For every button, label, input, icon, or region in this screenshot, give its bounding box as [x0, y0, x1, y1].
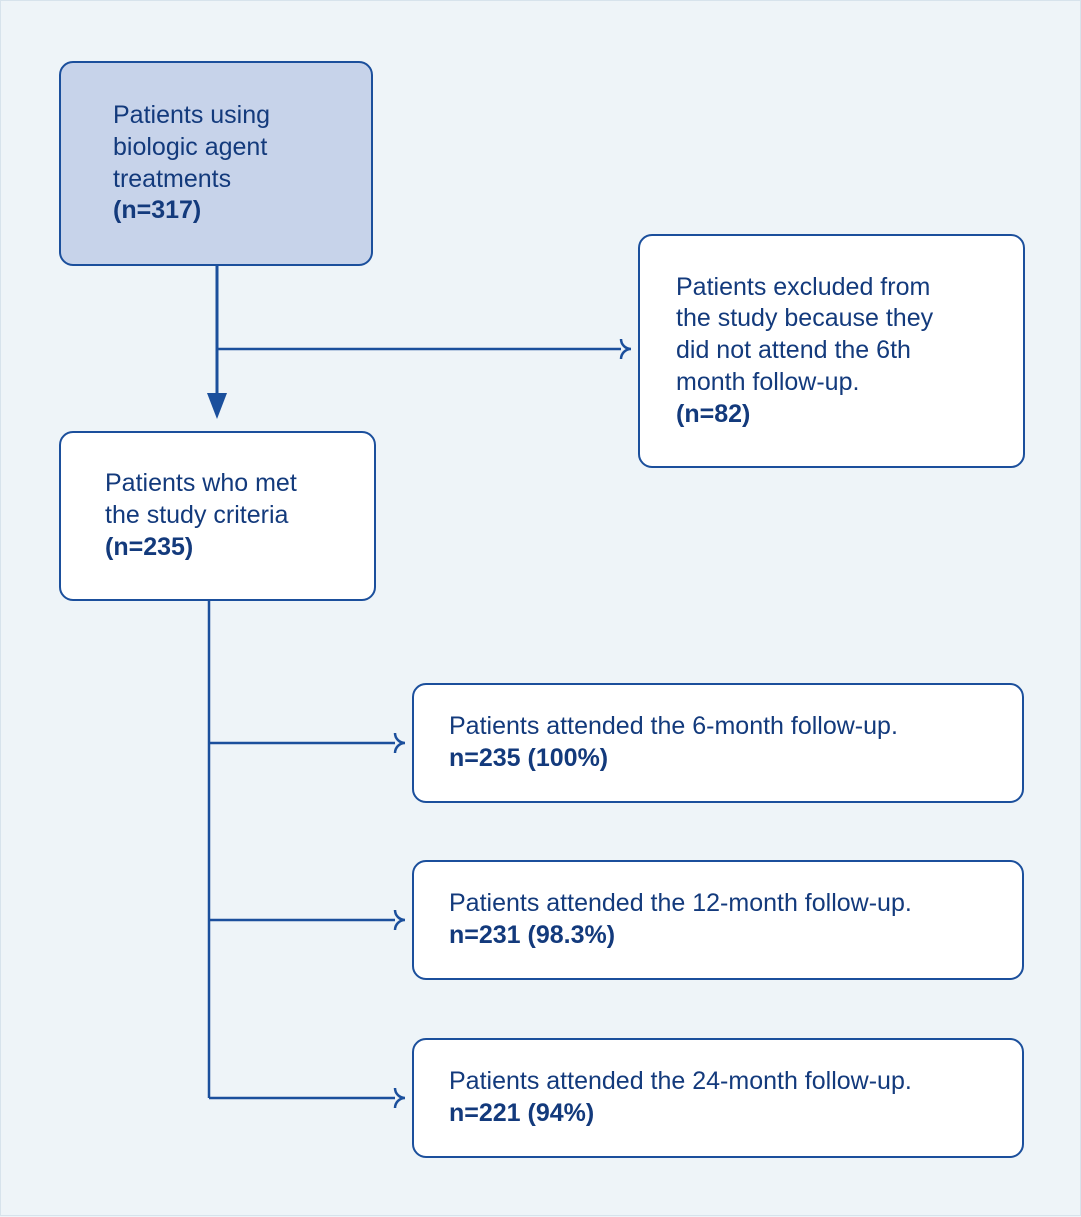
node-followup-24-month [412, 1038, 1024, 1158]
node-patients-excluded [638, 234, 1025, 468]
node-excluded-line4: month follow-up. [676, 367, 860, 396]
node-source-count: (n=317) [113, 196, 202, 225]
node-source-line2: biologic agent [113, 132, 268, 161]
node-criteria-line1: Patients who met [105, 469, 297, 498]
node-excluded-count: (n=82) [676, 399, 751, 428]
node-followup-12-month [412, 860, 1024, 980]
node-fu6-line1: Patients attended the 6-month follow-up. [449, 712, 898, 741]
node-patients-met-criteria [59, 431, 376, 601]
node-excluded-line1: Patients excluded from [676, 272, 931, 301]
node-fu24-count: n=221 (94%) [449, 1099, 595, 1127]
node-source-line1: Patients using [113, 101, 271, 129]
node-source-line3: treatments [113, 164, 232, 193]
node-fu12-line1: Patients attended the 12-month follow-up. [449, 889, 912, 918]
node-criteria-count: (n=235) [105, 532, 194, 561]
node-fu12-count: n=231 (98.3%) [449, 921, 616, 949]
node-excluded-line2: the study because they [676, 304, 934, 333]
node-criteria-line2: the study criteria [105, 501, 289, 530]
node-followup-6-month [412, 683, 1024, 803]
node-fu6-count: n=235 (100%) [449, 744, 609, 772]
node-patients-using-biologic-agents [59, 61, 373, 266]
node-fu24-line1: Patients attended the 24-month follow-up. [449, 1067, 912, 1096]
node-excluded-line3: did not attend the 6th [676, 336, 911, 365]
